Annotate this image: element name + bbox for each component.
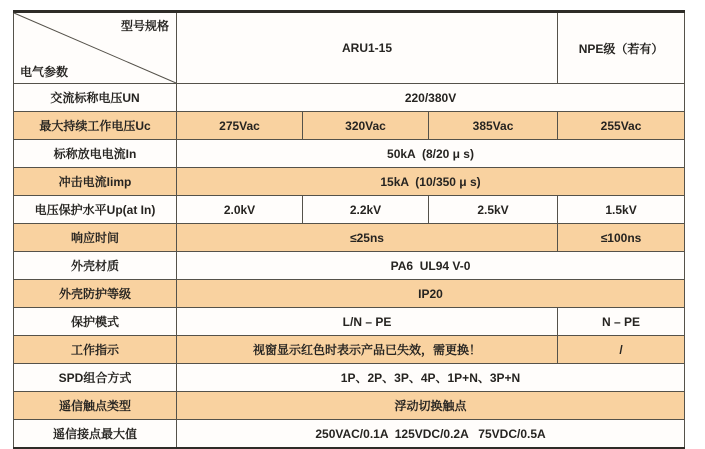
table-row xyxy=(14,196,685,224)
spec-value: L/N – PE xyxy=(177,308,558,336)
spec-value: 视窗显示红色时表示产品已失效，需更换！ xyxy=(177,336,558,364)
spec-value: 2.5kV xyxy=(429,196,558,224)
spec-value: N – PE xyxy=(558,308,685,336)
table-row xyxy=(14,252,685,280)
table-row xyxy=(14,168,685,196)
spec-value: ≤100ns xyxy=(558,224,685,252)
table-row xyxy=(14,420,685,449)
npe-header: NPE级（若有） xyxy=(558,12,685,84)
spec-value: 浮动切换触点 xyxy=(177,392,685,420)
model-header: ARU1-15 xyxy=(177,12,558,84)
table-row xyxy=(14,140,685,168)
spec-value: IP20 xyxy=(177,280,685,308)
spec-value: PA6 UL94 V-0 xyxy=(177,252,685,280)
table-row xyxy=(14,392,685,420)
row-label: 遥信触点类型 xyxy=(14,392,177,420)
spec-value: 275Vac xyxy=(177,112,303,140)
corner-cell xyxy=(14,12,177,84)
spec-value: 320Vac xyxy=(303,112,429,140)
row-label: 外壳材质 xyxy=(14,252,177,280)
row-label: 交流标称电压UN xyxy=(14,84,177,112)
corner-bottom-label: 电气参数 xyxy=(20,65,69,79)
row-label: 工作指示 xyxy=(14,336,177,364)
spec-value: 50kA (8/20 μ s) xyxy=(177,140,685,168)
row-label: 最大持续工作电压Uc xyxy=(14,112,177,140)
row-label: 冲击电流Iimp xyxy=(14,168,177,196)
spec-value: 385Vac xyxy=(429,112,558,140)
spec-value: 1P、2P、3P、4P、1P+N、3P+N xyxy=(177,364,685,392)
row-label: SPD组合方式 xyxy=(14,364,177,392)
header-row xyxy=(14,12,685,84)
spec-value: 250VAC/0.1A 125VDC/0.2A 75VDC/0.5A xyxy=(177,420,685,449)
table-row xyxy=(14,84,685,112)
table-row xyxy=(14,364,685,392)
table-row xyxy=(14,336,685,364)
spec-value: / xyxy=(558,336,685,364)
spec-value: 220/380V xyxy=(177,84,685,112)
corner-top-label: 型号规格 xyxy=(120,19,169,33)
table-row xyxy=(14,112,685,140)
row-label: 标称放电电流In xyxy=(14,140,177,168)
spec-value: 2.0kV xyxy=(177,196,303,224)
row-label: 外壳防护等级 xyxy=(14,280,177,308)
spec-table xyxy=(13,10,685,449)
table-row xyxy=(14,308,685,336)
table-row xyxy=(14,224,685,252)
row-label: 电压保护水平Up(at In) xyxy=(14,196,177,224)
spec-value: 255Vac xyxy=(558,112,685,140)
row-label: 保护模式 xyxy=(14,308,177,336)
spec-value: 2.2kV xyxy=(303,196,429,224)
spec-value: 1.5kV xyxy=(558,196,685,224)
spec-value: ≤25ns xyxy=(177,224,558,252)
row-label: 响应时间 xyxy=(14,224,177,252)
row-label: 遥信接点最大值 xyxy=(14,420,177,449)
spec-rows xyxy=(14,84,685,449)
table-row xyxy=(14,280,685,308)
spec-value: 15kA (10/350 μ s) xyxy=(177,168,685,196)
